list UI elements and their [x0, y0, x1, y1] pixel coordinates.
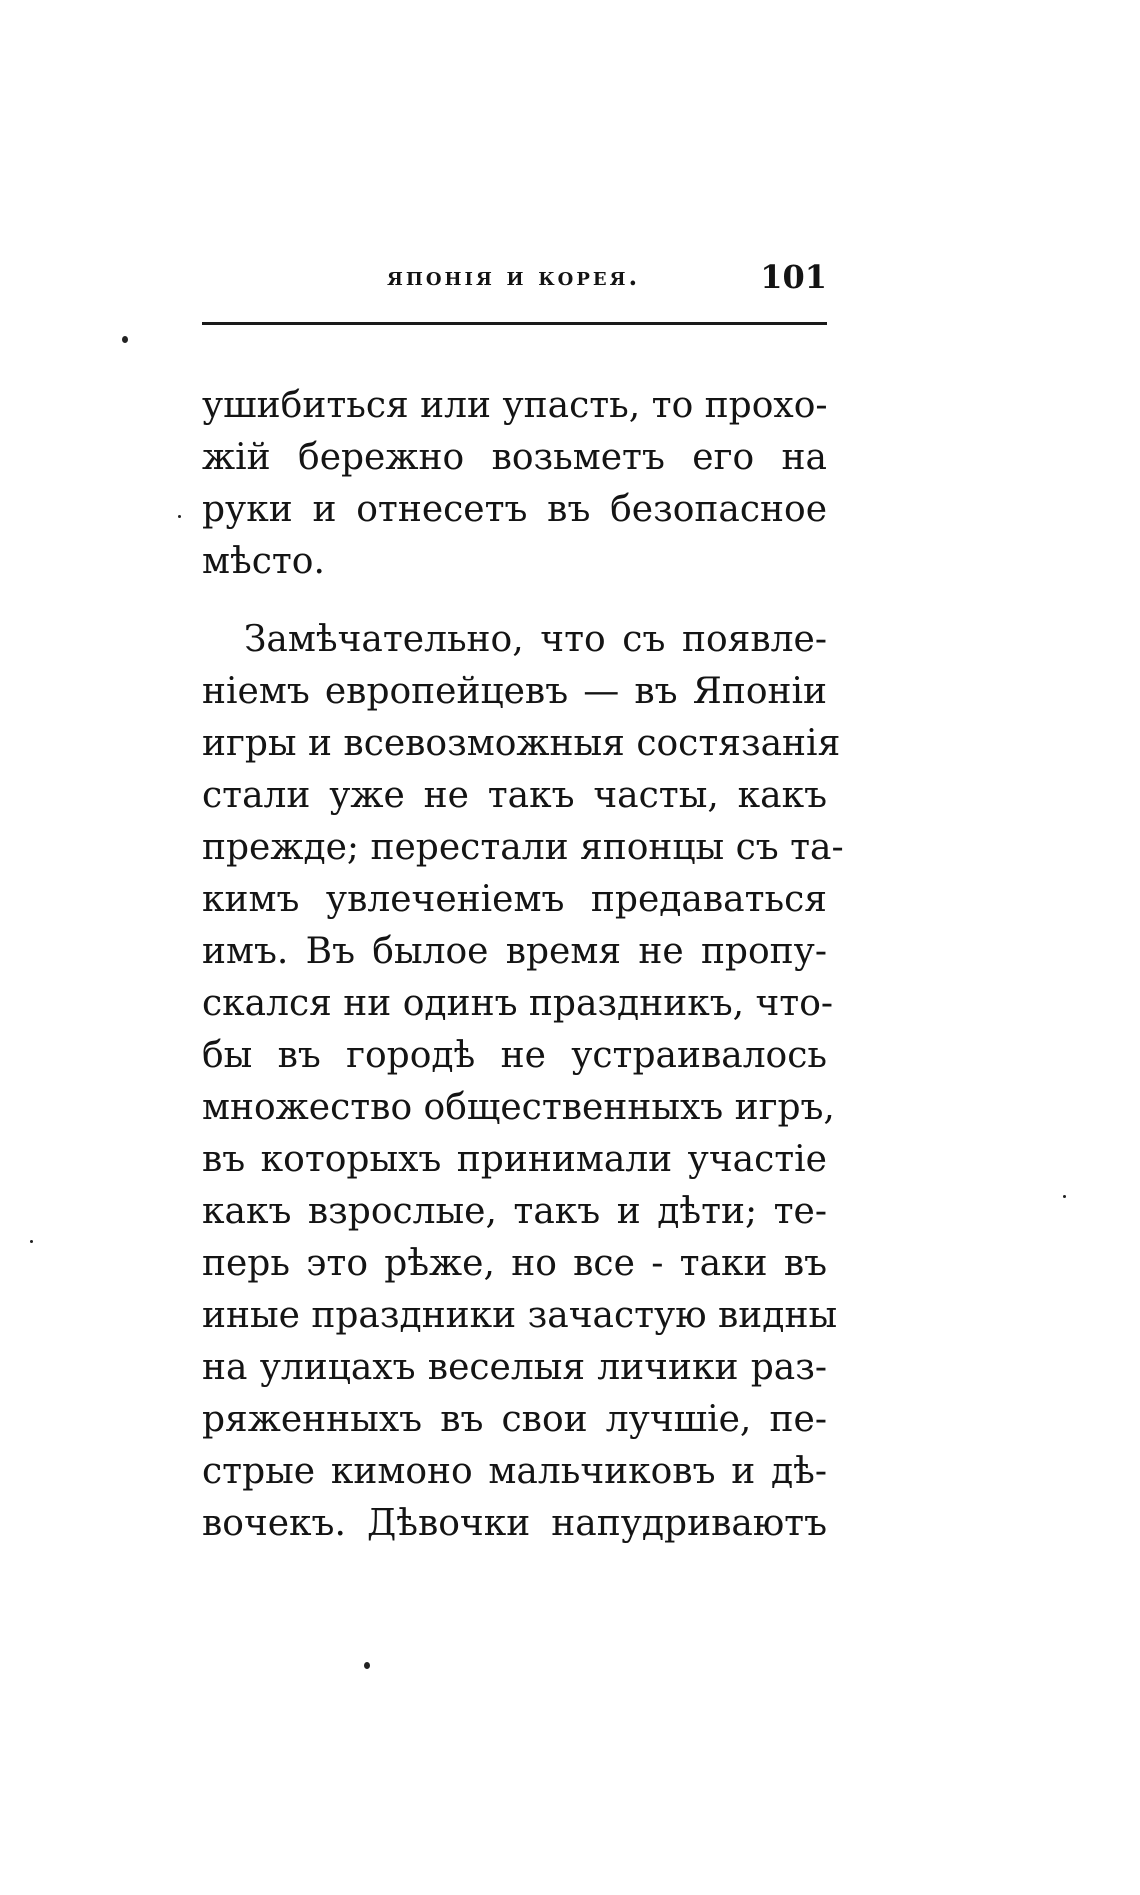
text-line: скался ни одинъ праздникъ, что-	[202, 983, 834, 1024]
text-line: ніемъ европейцевъ — въ Японіи	[202, 671, 827, 712]
text-line: бы въ городѣ не устраивалось	[202, 1035, 827, 1076]
paragraph	[202, 380, 827, 588]
text-line: мѣсто.	[202, 541, 325, 582]
scan-speck	[1063, 1195, 1066, 1198]
text-line: перь это рѣже, но все - таки въ	[202, 1243, 827, 1284]
body-text	[202, 380, 844, 1550]
text-line: въ которыхъ принимали участіе	[202, 1139, 827, 1180]
running-header	[202, 258, 827, 298]
text-line: Замѣчательно, что съ появле-	[244, 619, 827, 660]
text-line: на улицахъ веселыя личики раз-	[202, 1347, 827, 1388]
text-line: ушибиться или упасть, то прохо-	[202, 385, 828, 426]
paragraph-gap	[202, 588, 827, 614]
text-line: стрые кимоно мальчиковъ и дѣ-	[202, 1451, 827, 1492]
paragraph	[202, 614, 844, 1550]
header-rule	[202, 322, 827, 325]
text-line: ряженныхъ въ свои лучшіе, пе-	[202, 1399, 827, 1440]
text-line: жій бережно возьметъ его на	[202, 437, 827, 478]
text-line: имъ. Въ былое время не пропу-	[202, 931, 827, 972]
text-line: игры и всевозможныя состязанія	[202, 723, 841, 764]
text-line: иные праздники зачастую видны	[202, 1295, 838, 1336]
scan-speck	[178, 515, 181, 518]
page-number: 101	[760, 258, 827, 296]
running-title: японія и корея.	[387, 262, 641, 291]
text-line: вочекъ. Дѣвочки напудриваютъ	[202, 1503, 827, 1544]
scan-speck	[364, 1662, 370, 1669]
text-line: множество общественныхъ игръ,	[202, 1087, 835, 1128]
text-line: кимъ увлеченіемъ предаваться	[202, 879, 827, 920]
text-line: прежде; перестали японцы съ та-	[202, 827, 844, 868]
scan-speck	[122, 336, 128, 343]
text-line: стали уже не такъ часты, какъ	[202, 775, 827, 816]
text-line: руки и отнесетъ въ безопасное	[202, 489, 827, 530]
text-line: какъ взрослые, такъ и дѣти; те-	[202, 1191, 827, 1232]
scan-speck	[30, 1240, 33, 1243]
